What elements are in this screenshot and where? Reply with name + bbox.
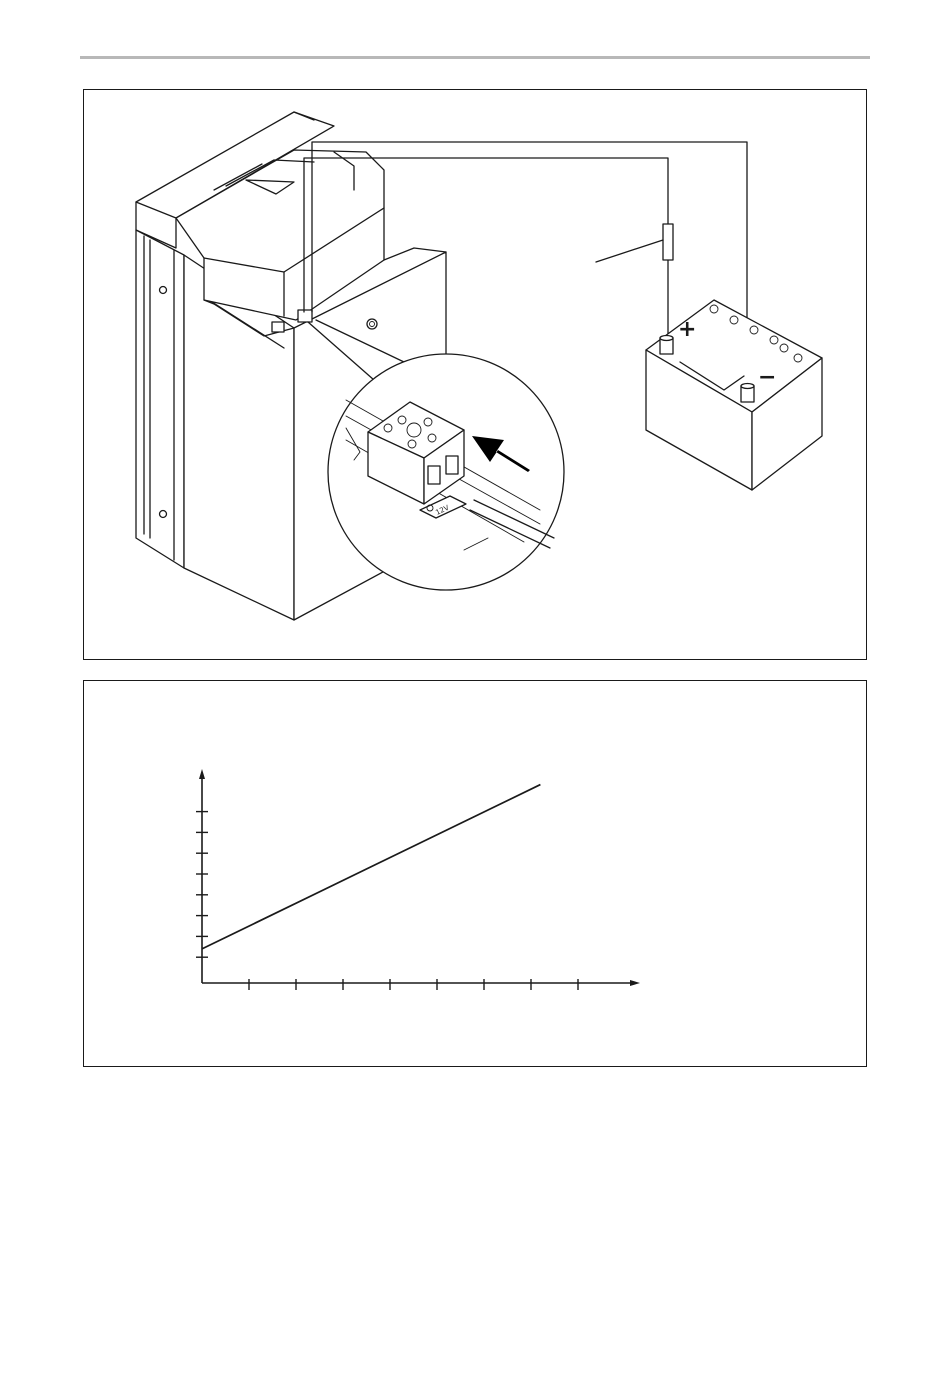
wiring-figure (83, 89, 867, 660)
magnified-terminal-detail (328, 354, 564, 590)
x-axis-arrowhead (630, 980, 640, 986)
plus-sign: + (678, 317, 697, 342)
wiring-illustration (84, 90, 868, 661)
series-line (202, 785, 540, 949)
header-rule (80, 56, 870, 59)
line-chart (84, 681, 868, 1068)
y-axis-arrowhead (199, 769, 205, 779)
line-graph-figure (83, 680, 867, 1067)
battery (646, 300, 822, 490)
minus-sign: − (758, 365, 777, 390)
fuse (663, 224, 673, 260)
voltage-label: 12V (434, 503, 451, 517)
